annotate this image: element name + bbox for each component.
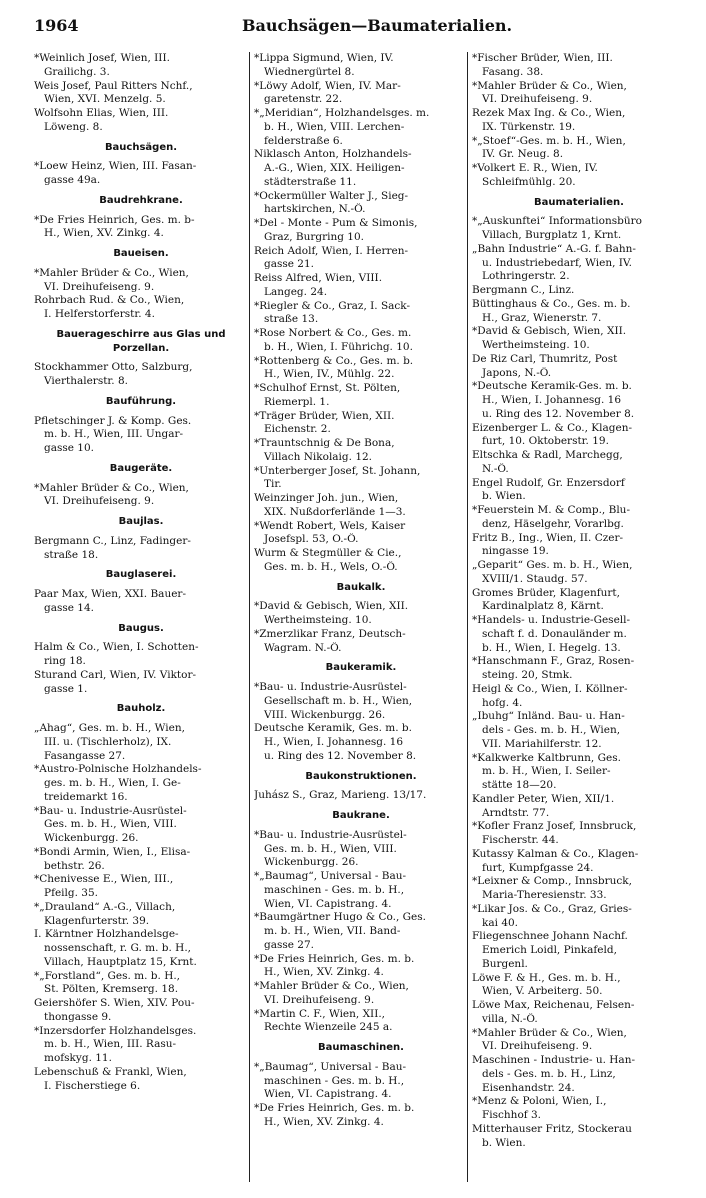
entry-continuation: b. H., Wien, I. Hegelg. 13. (482, 641, 621, 654)
entry-line: Reich Adolf, Wien, I. Herren- (254, 244, 409, 257)
entry-continuation: XVIII/1. Staudg. 57. (482, 572, 588, 585)
entry-continuation: Villach, Burgplatz 1, Krnt. (482, 229, 622, 241)
entry-continuation: felderstraße 6. (264, 134, 343, 147)
entry-line: Pfletschinger J. & Komp. Ges. (34, 414, 192, 427)
section-heading: Baukonstruktionen. (305, 770, 417, 782)
entry-continuation: Lothringerstr. 2. (482, 270, 570, 283)
entry-line: Kandler Peter, Wien, XII/1. (472, 792, 615, 805)
entry-continuation: VI. Dreihufeiseng. 9. (44, 495, 155, 508)
section-heading: Bauholz. (116, 703, 166, 715)
entry-line: *Weinlich Josef, Wien, III. (34, 52, 170, 64)
entry-line: *„Baumag“, Universal - Bau- (254, 870, 407, 882)
entry-continuation: IV. Gr. Neug. 8. (482, 148, 564, 161)
entry-line: *Unterberger Josef, St. Johann, (254, 464, 421, 477)
entry-continuation: Josefspl. 53, O.-Ö. (264, 533, 359, 546)
entry-line: *David & Gebisch, Wien, XII. (254, 600, 409, 613)
section-heading: Bauführung. (105, 395, 177, 407)
entry-continuation: maschinen - Ges. m. b. H., (264, 1074, 405, 1087)
entry-continuation: ring 18. (44, 655, 86, 667)
entry-continuation: Gesellschaft m. b. H., Wien, (264, 694, 413, 707)
entry-continuation: VI. Dreihufeiseng. 9. (482, 1040, 593, 1053)
entry-continuation: maschinen - Ges. m. b. H., (264, 883, 405, 896)
entry-line: *Rose Norbert & Co., Ges. m. (254, 327, 412, 339)
entry-continuation: Löweng. 8. (44, 120, 103, 133)
entry-line: Weinzinger Joh. jun., Wien, (254, 492, 399, 504)
entry-continuation: Wien, VI. Capistrang. 4. (264, 1088, 392, 1101)
entry-continuation: Ges. m. b. H., Wien, VIII. (264, 842, 397, 855)
entry-line: *Austro-Polnische Holzhandels- (34, 763, 202, 776)
entry-line: Bergmann C., Linz. (472, 284, 575, 296)
entry-continuation: Kardinalplatz 8, Kärnt. (482, 600, 604, 613)
entry-line: Büttinghaus & Co., Ges. m. b. (472, 297, 631, 310)
entry-continuation: u. Industriebedarf, Wien, IV. (482, 256, 633, 269)
entry-continuation: Wien, V. Arbeiterg. 50. (482, 985, 603, 998)
entry-line: *„Stoef“-Ges. m. b. H., Wien, (472, 134, 626, 147)
entry-line: *„Auskunftei“ Informationsbüro (472, 215, 642, 228)
entry-continuation: Burgenl. (482, 957, 528, 970)
section-heading: Baukrane. (332, 810, 390, 821)
entry-line: *Bau- u. Industrie-Ausrüstel- (34, 804, 187, 817)
entry-continuation: Japons, N.-Ö. (482, 366, 552, 379)
entry-line: Niklasch Anton, Holzhandels- (254, 148, 412, 161)
entry-continuation: m. b. H., Wien, I. Seiler- (482, 765, 611, 778)
entry-line: *Mahler Brüder & Co., Wien, (472, 79, 627, 92)
entry-line: *Volkert E. R., Wien, IV. (472, 162, 598, 174)
entry-line: *Mahler Brüder & Co., Wien, (34, 481, 189, 494)
column-divider (467, 52, 468, 1182)
entry-line: *De Fries Heinrich, Ges. m. b- (34, 213, 195, 226)
entry-continuation: b. Wien. (482, 1136, 526, 1149)
entry-continuation: H., Wien, XV. Zinkg. 4. (44, 227, 164, 240)
entry-line: Maschinen - Industrie- u. Han- (472, 1054, 636, 1066)
entry-line: Paar Max, Wien, XXI. Bauer- (34, 588, 186, 600)
entry-continuation: bethstr. 26. (44, 859, 105, 872)
entry-continuation: städterstraße 11. (264, 175, 357, 188)
section-heading: Baumaschinen. (318, 1042, 404, 1053)
entry-line: *Fischer Brüder, Wien, III. (472, 52, 613, 64)
entry-continuation: XIX. Nußdorferlände 1—3. (264, 505, 406, 518)
section-heading: Baudrehkrane. (99, 194, 183, 206)
entry-continuation: m. b. H., Wien, III. Ungar- (44, 428, 184, 441)
entry-line: I. Kärntner Holzhandelsge- (34, 928, 179, 941)
entry-line: Deutsche Keramik, Ges. m. b. (254, 722, 412, 735)
entry-continuation: steing. 20, Stmk. (482, 669, 573, 681)
entry-continuation: Klagenfurterstr. 39. (44, 914, 150, 927)
entry-continuation: Wertheimsteing. 10. (482, 339, 590, 351)
entry-line: *Bondi Armin, Wien, I., Elisa- (34, 845, 191, 858)
entry-continuation: Villach Nikolaig. 12. (264, 450, 373, 463)
column-middle (254, 52, 468, 1182)
entry-line: Eltschka & Radl, Marchegg, (472, 449, 623, 461)
entry-line: Löwe F. & H., Ges. m. b. H., (472, 971, 621, 984)
entry-continuation: I. Fischerstiege 6. (44, 1079, 141, 1092)
entry-continuation: furt, Kumpfgasse 24. (482, 861, 594, 874)
section-heading: Baujlas. (118, 516, 164, 527)
entry-continuation: stätte 18—20. (482, 779, 557, 791)
entry-line: *De Fries Heinrich, Ges. m. b. (254, 952, 415, 965)
entry-continuation: thongasse 9. (44, 1010, 112, 1023)
entry-continuation: treidemarkt 16. (44, 790, 128, 803)
entry-line: „Ibuhg“ Inländ. Bau- u. Han- (472, 710, 625, 723)
entry-line: *Mahler Brüder & Co., Wien, (254, 980, 409, 992)
entry-continuation: Grailichg. 3. (44, 65, 110, 78)
entry-continuation: III. u. (Tischlerholz), IX. (44, 735, 172, 748)
entry-line: *„Baumag“, Universal - Bau- (254, 1060, 407, 1073)
entry-continuation: Wiednergürtel 8. (264, 65, 355, 78)
entry-continuation: Fischerstr. 44. (482, 834, 559, 846)
entry-line: Rohrbach Rud. & Co., Wien, (34, 294, 185, 307)
entry-continuation: Riemerpl. 1. (264, 395, 330, 408)
entry-continuation: gasse 21. (264, 258, 315, 271)
entry-continuation: ges. m. b. H., Wien, I. Ge- (44, 777, 181, 789)
section-heading: Bauchsägen. (104, 141, 178, 153)
column-left (34, 52, 248, 1182)
entry-line: *Schulhof Ernst, St. Pölten, (254, 382, 401, 394)
entry-line: Juhász S., Graz, Marieng. 13/17. (254, 789, 427, 802)
entry-line: *Deutsche Keramik-Ges. m. b. (472, 380, 632, 393)
entry-continuation: VI. Dreihufeiseng. 9. (482, 93, 593, 106)
entry-continuation: Wien, XVI. Menzelg. 5. (44, 93, 166, 106)
entry-continuation: dels - Ges. m. b. H., Linz, (482, 1067, 616, 1080)
entry-line: De Riz Carl, Thumritz, Post (472, 352, 618, 365)
entry-continuation: Fischhof 3. (482, 1109, 542, 1121)
entry-continuation: H., Wien, I. Johannesg. 16 (482, 394, 622, 406)
section-heading: Bauglaserei. (105, 569, 177, 581)
entry-line: *Wendt Robert, Wels, Kaiser (254, 519, 406, 532)
entry-continuation: gasse 1. (44, 682, 88, 695)
entry-continuation: gasse 10. (44, 442, 95, 454)
entry-continuation: gasse 49a. (44, 174, 101, 186)
entry-line: Mitterhauser Fritz, Stockerau (472, 1122, 632, 1135)
entry-line: Wolfsohn Elias, Wien, III. (34, 107, 169, 119)
entry-continuation: u. Ring des 12. November 8. (264, 749, 417, 762)
entry-continuation: villa, N.-Ö. (482, 1012, 538, 1025)
section-heading: Bauerageschirre aus Glas und (56, 328, 226, 340)
entry-continuation: straße 18. (44, 548, 99, 561)
entry-line: Sturand Carl, Wien, IV. Viktor- (34, 668, 197, 681)
entry-continuation: St. Pölten, Kremserg. 18. (44, 983, 179, 996)
entry-continuation: furt, 10. Oktoberstr. 19. (482, 435, 609, 448)
entry-continuation: b. H., Wien, VIII. Lerchen- (264, 120, 405, 133)
entry-continuation: VIII. Wickenburgg. 26. (264, 708, 386, 721)
entry-line: „Geparit“ Ges. m. b. H., Wien, (472, 559, 633, 571)
entry-continuation: IX. Türkenstr. 19. (482, 120, 576, 133)
listing-columns (34, 52, 696, 1182)
entry-continuation: gasse 14. (44, 601, 95, 614)
entry-line: Geiershöfer S. Wien, XIV. Pou- (34, 997, 195, 1009)
entry-line: *Del - Monte - Pum & Simonis, (254, 217, 418, 229)
entry-continuation: Eisenhandstr. 24. (482, 1081, 575, 1094)
entry-continuation: H., Wien, I. Johannesg. 16 (264, 736, 404, 748)
entry-continuation: Wertheimsteing. 10. (264, 614, 372, 626)
entry-continuation: Graz, Burgring 10. (264, 230, 364, 243)
entry-line: Halm & Co., Wien, I. Schotten- (34, 641, 199, 654)
entry-continuation: m. b. H., Wien, III. Rasu- (44, 1038, 177, 1051)
entry-line: „Ahag“, Ges. m. b. H., Wien, (34, 722, 185, 734)
entry-line: *De Fries Heinrich, Ges. m. b. (254, 1102, 415, 1114)
entry-continuation: I. Helferstorferstr. 4. (44, 308, 155, 320)
column-right (472, 52, 686, 1182)
entry-line: *Feuerstein M. & Comp., Blu- (472, 504, 630, 516)
entry-continuation: N.-Ö. (482, 462, 509, 475)
entry-continuation: Wickenburgg. 26. (44, 832, 139, 844)
entry-line: *„Drauland“ A.-G., Villach, (34, 900, 176, 913)
entry-continuation: Tir. (264, 478, 282, 491)
page-header (34, 16, 696, 42)
entry-continuation: kai 40. (482, 916, 519, 929)
entry-line: Eizenberger L. & Co., Klagen- (472, 421, 633, 434)
entry-continuation: hartskirchen, N.-Ö. (264, 203, 366, 216)
entry-line: Engel Rudolf, Gr. Enzersdorf (472, 476, 625, 489)
entry-line: *Rottenberg & Co., Ges. m. b. (254, 354, 414, 367)
entry-line: *Lippa Sigmund, Wien, IV. (254, 52, 394, 64)
entry-continuation: Wickenburgg. 26. (264, 856, 359, 869)
entry-line: Rezek Max Ing. & Co., Wien, (472, 107, 626, 119)
entry-continuation: ningasse 19. (482, 545, 549, 558)
entry-line: Fliegenschnee Johann Nachf. (472, 930, 628, 943)
entry-continuation: Wagram. N.-Ö. (264, 641, 342, 654)
entry-continuation: dels - Ges. m. b. H., Wien, (482, 724, 621, 736)
entry-continuation: u. Ring des 12. November 8. (482, 407, 635, 420)
entry-line: Bergmann C., Linz, Fadinger- (34, 534, 191, 547)
entry-continuation: Eichenstr. 2. (264, 423, 331, 436)
entry-continuation: VII. Mariahilferstr. 12. (482, 737, 602, 750)
entry-continuation: Wien, VI. Capistrang. 4. (264, 897, 392, 910)
entry-line: *Handels- u. Industrie-Gesell- (472, 614, 631, 626)
entry-continuation: Pfeilg. 35. (44, 887, 98, 899)
entry-line: Wurm & Stegmüller & Cie., (254, 547, 402, 559)
entry-line: Reiss Alfred, Wien, VIII. (254, 272, 383, 284)
entry-continuation: Ges. m. b. H., Wien, VIII. (44, 818, 177, 831)
page-number: 1964 (34, 16, 79, 35)
running-head-title: Bauchsägen—Baumaterialien. (242, 16, 513, 35)
section-heading: Baueisen. (113, 248, 169, 259)
entry-continuation: Arndtstr. 77. (482, 806, 550, 819)
entry-line: Fritz B., Ing., Wien, II. Czer- (472, 531, 624, 544)
entry-line: Gromes Brüder, Klagenfurt, (472, 586, 620, 599)
section-heading: Baumaterialien. (534, 196, 624, 208)
entry-line: *Ockermüller Walter J., Sieg- (254, 189, 409, 202)
entry-continuation: schaft f. d. Donauländer m. (482, 627, 627, 640)
entry-continuation: Fasang. 38. (482, 65, 544, 78)
entry-continuation: Schleifmühlg. 20. (482, 175, 576, 188)
entry-line: *Mahler Brüder & Co., Wien, (472, 1026, 627, 1039)
entry-continuation: A.-G., Wien, XIX. Heiligen- (264, 162, 405, 174)
section-heading: Baukeramik. (325, 662, 397, 674)
entry-line: *Chenivesse E., Wien, III., (34, 873, 174, 886)
entry-continuation: H., Wien, XV. Zinkg. 4. (264, 966, 384, 979)
entry-line: Löwe Max, Reichenau, Felsen- (472, 999, 635, 1011)
section-heading: Baugeräte. (109, 462, 173, 474)
entry-line: *Baumgärtner Hugo & Co., Ges. (254, 911, 426, 924)
entry-continuation: hofg. 4. (482, 696, 523, 709)
section-heading: Baukalk. (336, 581, 386, 593)
entry-line: *Menz & Poloni, Wien, I., (472, 1095, 607, 1108)
entry-continuation: b. H., Wien, I. Führichg. 10. (264, 340, 413, 353)
entry-line: Weis Josef, Paul Ritters Nchf., (34, 79, 193, 92)
entry-continuation: Maria-Theresienstr. 33. (482, 889, 607, 901)
entry-line: Stockhammer Otto, Salzburg, (34, 361, 193, 374)
entry-line: Lebenschuß & Frankl, Wien, (34, 1065, 187, 1078)
entry-line: *Kalkwerke Kaltbrunn, Ges. (472, 751, 621, 764)
entry-line: *Riegler & Co., Graz, I. Sack- (254, 299, 411, 312)
entry-continuation: Langeg. 24. (264, 285, 328, 298)
entry-continuation: nossenschaft, r. G. m. b. H., (44, 942, 191, 954)
entry-continuation: VI. Dreihufeiseng. 9. (264, 993, 375, 1006)
entry-continuation: b. Wien. (482, 490, 526, 503)
entry-line: *„Meridian“, Holzhandelsges. m. (254, 107, 430, 119)
entry-line: *Träger Brüder, Wien, XII. (254, 409, 395, 422)
entry-line: *Löwy Adolf, Wien, IV. Mar- (254, 79, 401, 92)
entry-line: „Bahn Industrie“ A.-G. f. Bahn- (472, 242, 636, 255)
entry-line: *Loew Heinz, Wien, III. Fasan- (34, 160, 197, 173)
entry-continuation: Vierthalerstr. 8. (44, 375, 128, 387)
entry-line: *Likar Jos. & Co., Graz, Gries- (472, 902, 632, 915)
column-divider (249, 52, 250, 1182)
entry-continuation: Ges. m. b. H., Wels, O.-Ö. (264, 560, 398, 573)
entry-line: Heigl & Co., Wien, I. Köllner- (472, 682, 628, 695)
entry-continuation: gasse 27. (264, 938, 315, 951)
entry-line: Kutassy Kalman & Co., Klagen- (472, 847, 639, 860)
entry-line: *Hanschmann F., Graz, Rosen- (472, 655, 635, 668)
entry-continuation: m. b. H., Wien, VII. Band- (264, 925, 401, 937)
entry-line: *Inzersdorfer Holzhandelsges. (34, 1024, 197, 1037)
entry-continuation: Emerich Loidl, Pinkafeld, (482, 944, 617, 956)
entry-continuation: Rechte Wienzeile 245 a. (264, 1021, 393, 1034)
entry-line: *Zmerzlikar Franz, Deutsch- (254, 627, 406, 640)
entry-continuation: straße 13. (264, 313, 319, 326)
section-heading: Baugus. (118, 622, 164, 634)
entry-line: *Bau- u. Industrie-Ausrüstel- (254, 828, 407, 841)
entry-continuation: H., Wien, IV., Mühlg. 22. (264, 368, 395, 381)
entry-continuation: H., Graz, Wienerstr. 7. (482, 311, 602, 324)
entry-continuation: Fasangasse 27. (44, 749, 126, 762)
entry-continuation: Villach, Hauptplatz 15, Krnt. (44, 955, 197, 968)
entry-line: *Bau- u. Industrie-Ausrüstel- (254, 681, 407, 693)
entry-line: *Kofler Franz Josef, Innsbruck, (472, 820, 637, 833)
entry-line: *Leixner & Comp., Innsbruck, (472, 875, 632, 888)
entry-line: *David & Gebisch, Wien, XII. (472, 325, 627, 338)
entry-line: *Mahler Brüder & Co., Wien, (34, 266, 189, 279)
section-heading: Porzellan. (112, 342, 170, 354)
entry-line: *Trauntschnig & De Bona, (254, 437, 395, 449)
entry-continuation: mofskyg. 11. (44, 1052, 112, 1064)
entry-line: *„Forstland“, Ges. m. b. H., (34, 969, 181, 982)
entry-line: *Martin C. F., Wien, XII., (254, 1007, 386, 1020)
entry-continuation: denz, Häselgehr, Vorarlbg. (482, 517, 624, 530)
entry-continuation: H., Wien, XV. Zinkg. 4. (264, 1115, 384, 1128)
entry-continuation: VI. Dreihufeiseng. 9. (44, 280, 155, 293)
entry-continuation: garetenstr. 22. (264, 93, 343, 106)
